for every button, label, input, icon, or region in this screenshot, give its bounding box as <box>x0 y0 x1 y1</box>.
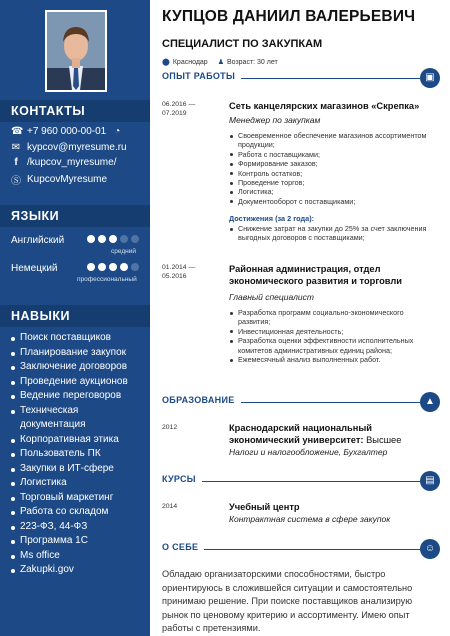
duty-item: Своевременное обеспечение магазинов ассортиментом продукции; <box>229 131 434 150</box>
age-info <box>218 58 278 66</box>
experience-section-header <box>162 68 440 88</box>
graduation-cap-icon: ▲ <box>420 392 440 412</box>
about-heading: О СЕБЕ <box>162 542 204 552</box>
job-duties <box>229 131 434 206</box>
job-title: СПЕЦИАЛИСТ ПО ЗАКУПКАМ <box>162 38 323 50</box>
rating-dot <box>109 235 117 243</box>
phone-contact[interactable] <box>11 126 122 137</box>
duty-item: Логистика; <box>229 187 434 196</box>
person-icon: ♟ <box>217 59 224 66</box>
language-name: Английский <box>11 235 65 246</box>
facebook-text: /kupcov_myresume/ <box>27 157 117 168</box>
job-dates <box>162 264 195 281</box>
skill-item: Работа со складом <box>11 505 146 520</box>
about-section-header <box>162 539 440 559</box>
language-level: средний <box>111 248 136 255</box>
language-name: Немецкий <box>11 263 58 274</box>
rating-dot <box>87 263 95 271</box>
location-text: Краснодар <box>172 59 208 66</box>
education-field: Налоги и налогообложение, Бухгалтер <box>229 447 388 457</box>
courses-heading: КУРСЫ <box>162 474 202 484</box>
course-organization: Учебный центр <box>229 502 300 512</box>
skill-item: Ведение переговоров <box>11 389 146 404</box>
facebook-contact[interactable] <box>11 157 116 168</box>
rating-dot <box>98 235 106 243</box>
language-rating <box>87 235 139 243</box>
achievement-item: Снижение затрат на закупки до 25% за счет заключения выгодных договоров с поставщиками; <box>229 224 434 243</box>
location-info <box>162 58 208 66</box>
job-duties <box>229 308 434 364</box>
achievements-heading: Достижения (за 2 года): <box>229 214 315 223</box>
certificate-icon: ▤ <box>420 471 440 491</box>
skill-item: Поиск поставщиков <box>11 331 146 346</box>
skill-item: Торговый маркетинг <box>11 491 146 506</box>
job-date-end: 05.2016 <box>162 272 187 280</box>
courses-section-header <box>162 471 440 491</box>
rating-dot <box>120 263 128 271</box>
skill-item: Проведение аукционов <box>11 375 146 390</box>
duty-item: Ежемесячный анализ выполненных работ. <box>229 355 434 364</box>
location-pin-icon: ⬤ <box>162 59 170 66</box>
person-icon: ☺ <box>420 539 440 559</box>
duty-item: Разработка оценки эффективности исполнительных комитетов административных единиц района; <box>229 336 434 355</box>
briefcase-icon: ▣ <box>420 68 440 88</box>
profile-photo <box>45 10 107 92</box>
skill-item: Логистика <box>11 476 146 491</box>
rating-dot <box>131 263 139 271</box>
skill-item: Zakupki.gov <box>11 563 146 578</box>
job-dates <box>162 101 195 118</box>
skill-item: Пользователь ПК <box>11 447 146 462</box>
job-role: Менеджер по закупкам <box>229 115 321 125</box>
duty-item: Проведение торгов; <box>229 178 434 187</box>
contacts-heading: КОНТАКТЫ <box>0 100 150 122</box>
full-name: КУПЦОВ ДАНИИЛ ВАЛЕРЬЕВИЧ <box>162 8 416 25</box>
language-rating <box>87 263 139 271</box>
skills-heading: НАВЫКИ <box>0 305 150 327</box>
rating-dot <box>131 235 139 243</box>
skill-item: Заключение договоров <box>11 360 146 375</box>
whatsapp-icon: ◔ <box>114 126 121 137</box>
duty-item: Инвестиционная деятельность; <box>229 327 434 336</box>
job-organization: Сеть канцелярских магазинов «Скрепка» <box>229 101 420 111</box>
education-section-header <box>162 392 440 412</box>
skype-icon: Ⓢ <box>11 176 21 187</box>
phone-text: +7 960 000-00-01 <box>27 126 107 137</box>
skill-item: 223-ФЗ, 44-ФЗ <box>11 520 146 535</box>
job-date-end: 07.2019 <box>162 109 187 117</box>
achievements-list <box>229 224 434 243</box>
job-date-start: 01.2014 — <box>162 264 196 271</box>
skill-item: Закупки в ИТ-сфере <box>11 462 146 477</box>
degree-level: Высшее <box>363 434 402 445</box>
email-contact[interactable] <box>11 142 127 153</box>
skill-item: Планирование закупок <box>11 346 146 361</box>
duty-item: Контроль остатков; <box>229 169 434 178</box>
facebook-icon: f <box>14 157 18 168</box>
education-year: 2012 <box>162 424 178 431</box>
rating-dot <box>109 263 117 271</box>
duty-item: Документооборот с поставщиками; <box>229 197 434 206</box>
language-level: профессиональный <box>77 276 137 283</box>
university-name: Краснодарский национальный экономический университет: <box>229 423 373 445</box>
about-text: Обладаю организаторскими способностями, быстро ориентируюсь в сложившейся ситуации и самостоятельно принимаю решение. При поиске поставщиков анализирую рынок по ценовому критерию и ассортименту. Имею опыт работы с претензиями. <box>162 569 413 633</box>
skill-item: Программа 1С <box>11 534 146 549</box>
course-name: Контрактная система в сфере закупок <box>229 514 391 524</box>
rating-dot <box>87 235 95 243</box>
email-text: kypcov@myresume.ru <box>27 142 127 153</box>
personal-meta <box>162 58 278 66</box>
languages-heading: ЯЗЫКИ <box>0 205 150 227</box>
skype-text: KupcovMyresume <box>27 174 108 185</box>
rating-dot <box>120 235 128 243</box>
skill-item: Ms office <box>11 549 146 564</box>
skills-list <box>11 331 146 578</box>
education-organization <box>229 423 434 446</box>
job-organization: Районная администрация, отдел экономического развития и торговли <box>229 264 402 286</box>
sidebar <box>0 0 150 636</box>
mail-icon: ✉ <box>11 142 21 153</box>
rating-dot <box>98 263 106 271</box>
phone-icon: ☎ <box>11 126 24 137</box>
age-text: Возраст: 30 лет <box>226 59 278 66</box>
education-heading: ОБРАЗОВАНИЕ <box>162 395 241 405</box>
duty-item: Формирование заказов; <box>229 159 434 168</box>
job-date-start: 06.2016 — <box>162 101 196 108</box>
course-year: 2014 <box>162 503 178 510</box>
skype-contact[interactable] <box>11 172 107 187</box>
duty-item: Работа с поставщиками; <box>229 150 434 159</box>
skill-item: Техническая документация <box>11 404 146 433</box>
job-role: Главный специалист <box>229 292 314 302</box>
duty-item: Разработка программ социально-экономического развития; <box>229 308 434 327</box>
skill-item: Корпоративная этика <box>11 433 146 448</box>
experience-heading: ОПЫТ РАБОТЫ <box>162 71 241 81</box>
